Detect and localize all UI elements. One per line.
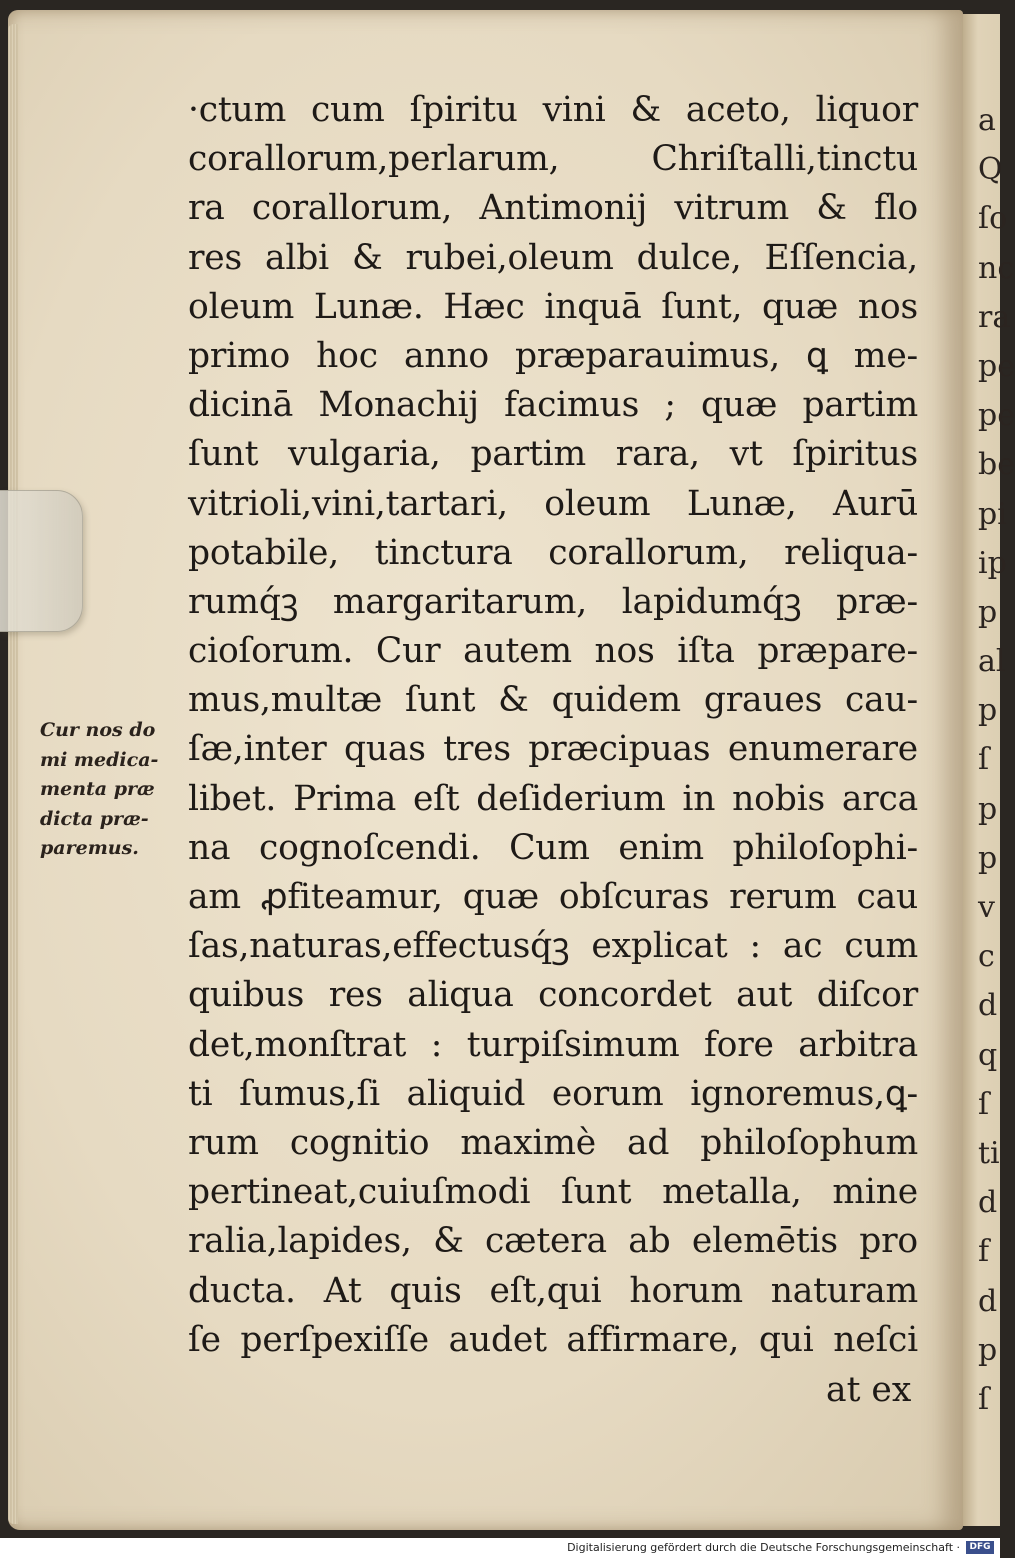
text-line: mus,multæ ſunt & quidem graues cau- [188, 680, 918, 721]
facing-page-glyph: al [978, 644, 1006, 680]
facing-page-glyph: ra [978, 299, 1011, 335]
facing-page-glyph: d [978, 988, 998, 1024]
facing-page-glyph: d [978, 1185, 998, 1221]
dfg-logo: DFG [966, 1541, 994, 1554]
facing-page-glyph: pe [978, 348, 1015, 384]
facing-page-glyph: p [978, 594, 998, 630]
facing-page-glyph: p [978, 840, 998, 876]
text-line: pertineat,cuiuſmodi ſunt metalla, mine [188, 1172, 918, 1213]
text-line: det,monſtrat : turpiſsimum fore arbitra [188, 1024, 918, 1065]
catchword: at ex [826, 1370, 912, 1410]
footer-credit: Digitalisierung gefördert durch die Deutsche Forschungsgemeinschaft · [567, 1541, 960, 1554]
footer-bar [0, 1538, 1000, 1558]
text-line: quibus res aliqua concordet aut diſcor [188, 975, 918, 1016]
facing-page-glyph: ip [978, 545, 1007, 581]
facing-page-glyph: be [978, 447, 1015, 483]
text-line: ti ſumus,ſi aliquid eorum ignoremus,ꝗ- [188, 1073, 918, 1114]
facing-page-glyph: ſ [978, 1381, 990, 1417]
body-text [188, 86, 918, 1365]
page-edges [8, 24, 18, 1524]
facing-page-glyph: p [978, 1332, 998, 1368]
text-line: rum cognitio maximè ad philoſophum [188, 1122, 918, 1163]
text-line: ducta. At quis eſt,qui horum naturam [188, 1270, 918, 1311]
text-line: cioſorum. Cur autem nos iſta præpare- [188, 631, 918, 672]
text-line: res albi & rubei,oleum dulce, Eſſencia, [188, 237, 918, 278]
text-line: am ꝓfiteamur, quæ obſcuras rerum cau [188, 877, 918, 917]
marginal-line: paremus. [40, 837, 139, 859]
facing-page-glyph: Q [978, 152, 1003, 188]
text-line: ſæ,inter quas tres præcipuas enumerare [188, 729, 918, 770]
facing-page-glyph: q [978, 1037, 998, 1073]
text-line: vitrioli,vini,tartari, oleum Lunæ, Aurū [188, 483, 918, 524]
marginal-note [40, 716, 180, 864]
text-line: ſunt vulgaria, partim rara, vt ſpiritus [188, 434, 918, 475]
facing-page-glyph: nc [978, 250, 1015, 286]
facing-page-glyph: p [978, 693, 998, 729]
text-line: ra corallorum, Antimonij vitrum & flo [188, 188, 918, 229]
facing-page-glyph: pe [978, 398, 1015, 434]
text-line: rumq́ꝫ margaritarum, lapidumq́ꝫ præ- [188, 581, 918, 622]
facing-page-glyph: f [978, 1234, 990, 1270]
page-tab-marker [0, 490, 83, 632]
facing-page-glyph: p [978, 791, 998, 827]
marginal-line: dicta præ- [40, 807, 149, 830]
text-line: corallorum,perlarum, Chriſtalli,tinctu [188, 139, 918, 180]
facing-page-glyphs [978, 96, 1015, 1424]
facing-page-glyph: d [978, 1283, 998, 1319]
facing-page-glyph: ſ [978, 1086, 990, 1122]
marginal-line: Cur nos do [40, 719, 156, 741]
facing-page-glyph: pi [978, 496, 1007, 532]
text-line: ·ctum cum ſpiritu vini & aceto, liquor [188, 90, 918, 130]
marginal-line: mi medica- [40, 748, 159, 771]
text-line: libet. Prima eſt deſiderium in nobis arca [188, 778, 918, 819]
facing-page-glyph: c [978, 939, 995, 975]
facing-page-glyph: v [978, 890, 995, 925]
text-line: dicinā Monachij facimus ; quæ partim [188, 385, 918, 426]
text-line: na cognoſcendi. Cum enim philoſophi- [188, 827, 918, 868]
facing-page-glyph: ſ [978, 742, 990, 778]
text-line: primo hoc anno præparauimus, ꝗ me- [188, 335, 918, 376]
text-line: ſas,naturas,effectusq́ꝫ explicat : ac cum [188, 926, 918, 967]
marginal-line: menta præ [40, 778, 155, 800]
facing-page-glyph: a [978, 103, 996, 138]
facing-page-glyph: ſo [978, 201, 1008, 237]
text-line: oleum Lunæ. Hæc inquā ſunt, quæ nos [188, 286, 918, 327]
text-line: ſe perſpexiſſe audet affirmare, qui neſci [188, 1319, 918, 1360]
text-line: potabile, tinctura corallorum, reliqua- [188, 532, 918, 573]
facing-page-glyph: ti [978, 1135, 1000, 1171]
text-line: ralia,lapides, & cætera ab elemētis pro [188, 1221, 918, 1262]
